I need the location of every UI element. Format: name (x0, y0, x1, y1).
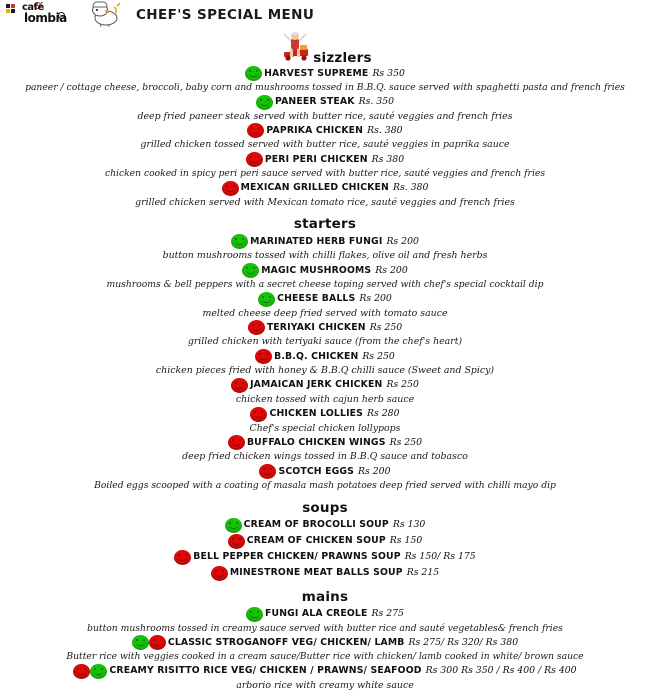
menu-item-name-row (0, 464, 650, 479)
menu-item-name: CREAM OF CHICKEN SOUP (246, 535, 386, 547)
menu-item-name-row (0, 234, 650, 249)
menu-item-name-row (0, 95, 650, 110)
menu-item-price: Rs 250 (369, 321, 403, 333)
section-heading-soups: soups (302, 499, 348, 516)
menu-item-name-row (0, 123, 650, 138)
menu-item-name: CHICKEN LOLLIES (269, 408, 364, 420)
menu-item-price: Rs 250 (389, 436, 423, 448)
menu-item-description: grilled chicken tossed served with butter rice, sauté veggies in paprika sauce (140, 139, 510, 151)
nonveg-smiley-icon (222, 181, 239, 196)
diet-indicator-group (132, 635, 166, 650)
menu-item-price: Rs 280 (367, 408, 400, 420)
menu-item-name-row (0, 550, 650, 565)
section-heading-mains: mains (301, 588, 349, 605)
menu-item-description: chicken tossed with cajun herb sauce (235, 393, 415, 405)
menu-item-description: grilled chicken with teriyaki sauce (from the chef's heart) (187, 336, 463, 348)
diet-indicator-group (248, 320, 265, 335)
chef-cart-icon (278, 30, 312, 62)
menu-item-name-row (0, 66, 650, 81)
menu-item-name: JAMAICAN JERK CHICKEN (250, 379, 383, 391)
diet-indicator-group (222, 181, 239, 196)
menu-item[interactable] (0, 66, 650, 94)
menu-item-name-row (0, 181, 650, 196)
nonveg-smiley-icon (149, 635, 166, 650)
veg-smiley-icon (225, 518, 242, 533)
menu-item-name-row (0, 534, 650, 549)
veg-smiley-icon (231, 234, 248, 249)
menu-item[interactable] (0, 152, 650, 180)
menu-item-price: Rs 200 (359, 293, 392, 305)
nonveg-smiley-icon (250, 407, 267, 422)
menu-item-name: CLASSIC STROGANOFF VEG/ CHICKEN/ LAMB (167, 636, 405, 648)
menu-item-price: Rs 150 (389, 535, 423, 547)
diet-indicator-group (250, 407, 267, 422)
menu-item[interactable] (0, 635, 650, 663)
menu-item-name: CREAMY RISITTO RICE VEG/ CHICKEN / PRAWNS/ SEAFOOD (109, 665, 422, 677)
diet-indicator-group (73, 664, 107, 679)
veg-smiley-icon (246, 607, 263, 622)
diet-indicator-group (228, 435, 245, 450)
menu-item-name: PANEER STEAK (274, 96, 355, 108)
menu-item-name-row (0, 518, 650, 533)
nonveg-smiley-icon (255, 349, 272, 364)
nonveg-smiley-icon (247, 123, 264, 138)
menu-body (0, 32, 650, 691)
menu-item-name: CHEESE BALLS (277, 293, 356, 305)
menu-item-description: chicken cooked in spicy peri peri sauce served with butter rice, sauté veggies and french fries (104, 168, 546, 179)
logo-text-cafe: café (22, 2, 44, 13)
nonveg-smiley-icon (231, 378, 248, 393)
menu-item[interactable] (0, 518, 650, 533)
menu-item[interactable] (0, 464, 650, 492)
menu-item[interactable] (0, 349, 650, 377)
diet-indicator-group (242, 263, 259, 278)
menu-item[interactable] (0, 550, 650, 565)
menu-item-name: HARVEST SUPREME (264, 67, 369, 79)
menu-item-name-row (0, 263, 650, 278)
menu-section-sizzlers (0, 32, 650, 208)
menu-item-description: paneer / cottage cheese, broccoli, baby corn and mushrooms tossed in B.B.Q. sauce served with spaghetti pasta and french fries (25, 82, 625, 93)
menu-item-name: MEXICAN GRILLED CHICKEN (240, 182, 389, 194)
menu-item-description: chicken pieces fried with honey & B.B.Q chilli sauce (Sweet and Spicy) (155, 365, 495, 376)
veg-smiley-icon (256, 95, 273, 110)
menu-item-price: Rs 250 (386, 379, 419, 391)
nonveg-smiley-icon (211, 566, 228, 581)
menu-item-name: FUNGI ALA CREOLE (265, 608, 368, 620)
menu-item-name: PERI PERI CHICKEN (264, 153, 368, 165)
menu-item[interactable] (0, 566, 650, 581)
menu-item[interactable] (0, 320, 650, 348)
menu-item-name-row (0, 407, 650, 422)
menu-item-name: SCOTCH EGGS (278, 465, 355, 477)
nonveg-smiley-icon (73, 664, 90, 679)
menu-item-name: BELL PEPPER CHICKEN/ PRAWNS SOUP (193, 551, 401, 563)
menu-item-name: MINESTRONE MEAT BALLS SOUP (229, 567, 403, 579)
menu-item-name-row (0, 378, 650, 393)
menu-item-price: Rs 350 (372, 67, 405, 79)
menu-item-price: Rs 275 (371, 608, 404, 620)
menu-item[interactable] (0, 378, 650, 406)
menu-item[interactable] (0, 534, 650, 549)
menu-item-name-row (0, 152, 650, 167)
menu-item[interactable] (0, 181, 650, 209)
veg-smiley-icon (242, 263, 259, 278)
chef-cart-icon (278, 30, 312, 66)
menu-item-name-row (0, 349, 650, 364)
menu-item-name: B.B.Q. CHICKEN (274, 350, 359, 362)
menu-item[interactable] (0, 263, 650, 291)
nonveg-smiley-icon (246, 152, 263, 167)
menu-item-price: Rs 130 (392, 519, 426, 531)
cafe-colombia-logo (6, 1, 84, 29)
menu-item-price: Rs. 350 (358, 96, 395, 108)
veg-smiley-icon (245, 66, 262, 81)
menu-item-price: Rs 250 (362, 350, 395, 362)
menu-item-name: PAPRIKA CHICKEN (266, 124, 364, 136)
diet-indicator-group (225, 518, 242, 533)
menu-item-name: MARINATED HERB FUNGI (250, 235, 383, 247)
menu-item-price: Rs 150/ Rs 175 (404, 551, 476, 563)
menu-item[interactable] (0, 95, 650, 123)
menu-item-name: CREAM OF BROCOLLI SOUP (243, 519, 389, 531)
menu-item-name-row (0, 607, 650, 622)
menu-item-name-row (0, 320, 650, 335)
menu-item-description: grilled chicken served with Mexican tomato rice, sauté veggies and french fries (135, 196, 515, 208)
menu-item-name: MAGIC MUSHROOMS (261, 264, 372, 276)
menu-item-price: Rs. 380 (392, 182, 429, 194)
diet-indicator-group (211, 566, 228, 581)
menu-item-description: mushrooms & bell peppers with a secret cheese toping served with chef's special cocktail dip (106, 279, 544, 290)
diet-indicator-group (259, 464, 276, 479)
menu-item-description: deep fried paneer steak served with butter rice, sauté veggies and french fries (137, 110, 513, 122)
menu-section-starters (0, 216, 650, 491)
menu-item-price: Rs 200 (375, 264, 408, 276)
menu-item-description: button mushrooms tossed in creamy sauce served with butter rice and sauté vegetables& french fries (87, 622, 563, 634)
nonveg-smiley-icon (248, 320, 265, 335)
menu-item-price: Rs. 380 (367, 124, 403, 136)
menu-section-mains (0, 589, 650, 692)
menu-item-name: BUFFALO CHICKEN WINGS (246, 436, 386, 448)
menu-section-soups (0, 500, 650, 581)
menu-item-description: deep fried chicken wings tossed in B.B.Q sauce and tobasco (182, 451, 468, 463)
menu-item-price: Rs 200 (358, 465, 391, 477)
nonveg-smiley-icon (228, 534, 245, 549)
menu-item-price: Rs 380 (371, 153, 405, 165)
nonveg-smiley-icon (228, 435, 245, 450)
menu-item[interactable] (0, 664, 650, 692)
diet-indicator-group (246, 152, 263, 167)
menu-item-name-row (0, 566, 650, 581)
page-header (0, 0, 650, 30)
diet-indicator-group (255, 349, 272, 364)
veg-smiley-icon (132, 635, 149, 650)
diet-indicator-group (258, 292, 275, 307)
nonveg-smiley-icon (259, 464, 276, 479)
menu-item-price: Rs 215 (406, 567, 440, 579)
menu-item-description: button mushrooms tossed with chilli flakes, olive oil and fresh herbs (162, 250, 488, 262)
section-title: sizzlers (313, 50, 372, 66)
section-heading-sizzlers (0, 32, 650, 66)
veg-smiley-icon (258, 292, 275, 307)
diet-indicator-group (174, 550, 191, 565)
diet-indicator-group (245, 66, 262, 81)
menu-item[interactable] (0, 607, 650, 635)
menu-item-price: Rs 200 (386, 235, 419, 247)
diet-indicator-group (231, 234, 248, 249)
menu-item[interactable] (0, 435, 650, 463)
menu-item-description: Butter rice with veggies cooked in a cream sauce/Butter rice with chicken/ lamb cooked in white/ brown sauce (66, 651, 584, 662)
menu-item-price: Rs 275/ Rs 320/ Rs 380 (408, 636, 519, 648)
menu-item-description: arborio rice with creamy white sauce (236, 679, 414, 691)
diet-indicator-group (246, 607, 263, 622)
logo-text-colombia: lombia (24, 11, 67, 25)
menu-item-name: TERIYAKI CHICKEN (266, 321, 366, 333)
section-heading-starters: starters (293, 216, 357, 233)
menu-item-name-row (0, 635, 650, 650)
diet-indicator-group (228, 534, 245, 549)
menu-item-description: Chef's special chicken lollypops (249, 422, 401, 434)
chef-mascot-icon (86, 0, 128, 32)
menu-item-name-row (0, 292, 650, 307)
diet-indicator-group (256, 95, 273, 110)
diet-indicator-group (231, 378, 248, 393)
page-title: CHEF'S SPECIAL MENU (136, 7, 315, 23)
menu-item[interactable] (0, 234, 650, 262)
menu-item-description: melted cheese deep fried served with tomato sauce (202, 307, 448, 319)
menu-item-description: Boiled eggs scooped with a coating of masala mash potatoes deep fried served with chilli mayo dip (94, 480, 556, 491)
menu-item[interactable] (0, 123, 650, 151)
menu-item-price: Rs 300 Rs 350 / Rs 400 / Rs 400 (425, 665, 577, 677)
menu-item-name-row (0, 664, 650, 679)
menu-item-name-row (0, 435, 650, 450)
veg-smiley-icon (90, 664, 107, 679)
menu-item[interactable] (0, 407, 650, 435)
diet-indicator-group (247, 123, 264, 138)
nonveg-smiley-icon (174, 550, 191, 565)
menu-item[interactable] (0, 292, 650, 320)
checker-squares-icon (6, 4, 22, 20)
